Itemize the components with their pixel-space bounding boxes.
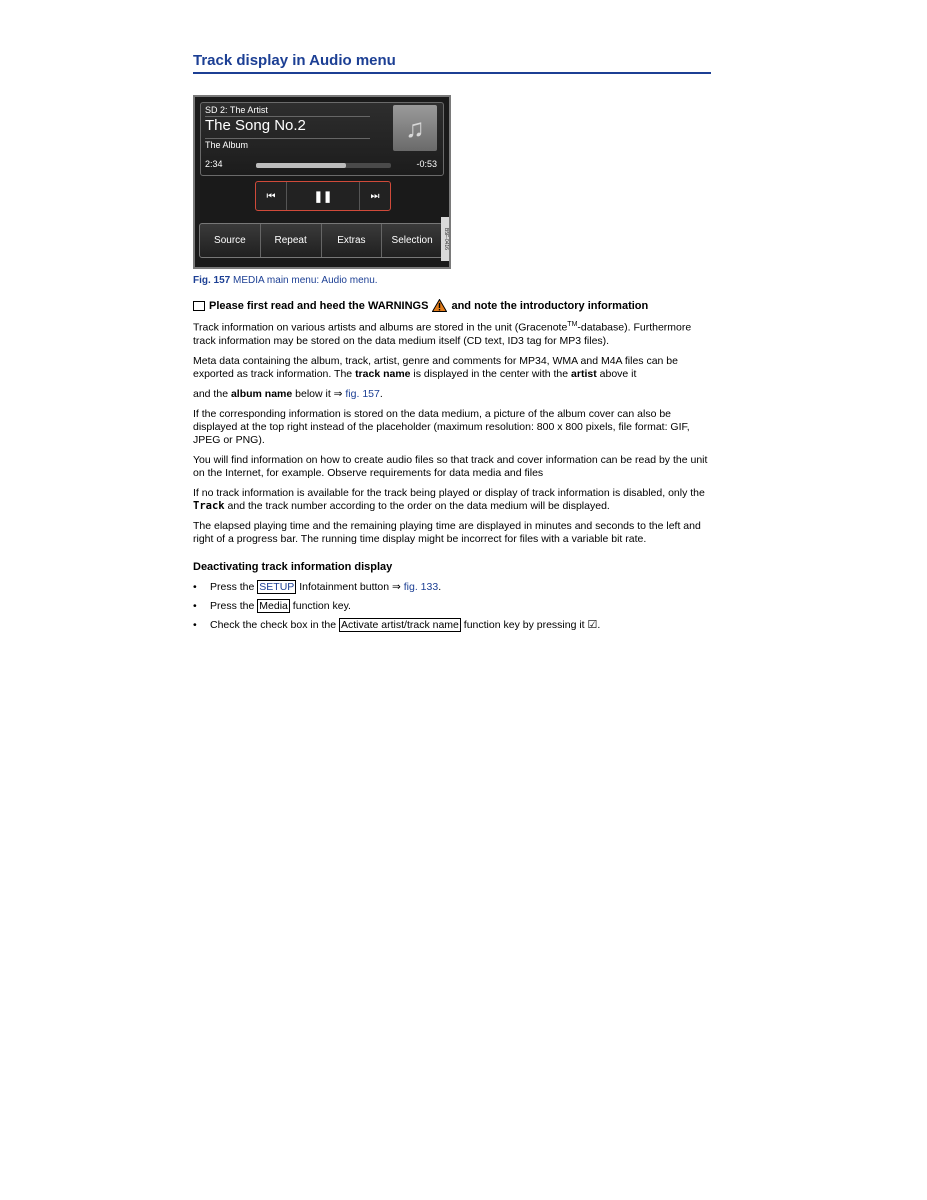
next-track-button[interactable]: ⏭ [370, 190, 380, 202]
notice-before: Please first read and heed the WARNINGS [209, 299, 429, 312]
list-item: • Press the Media function key. [193, 600, 711, 613]
divider [205, 138, 370, 139]
fig-157-link[interactable]: fig. 157 [345, 387, 380, 400]
figure-label: Fig. 157 [193, 275, 231, 286]
paragraph-5: You will find information on how to create audio files so that track and cover information can be read by the unit on the Internet, for example. Observe requirements for data media and files [193, 453, 708, 479]
media-key[interactable]: Media [259, 599, 288, 612]
song-title: The Song No.2 [205, 117, 306, 134]
warning-notice [193, 299, 711, 312]
paragraph-2: Meta data containing the album, track, artist, genre and comments for MP34, WMA and M4A files can be exported as track information. The track name is displayed in the center with the artist above it [193, 354, 678, 380]
paragraph-4: If the corresponding information is stored on the data medium, a picture of the album cover can also be displayed at the top right instead of the placeholder (maximum resolution: 800 x 800 pixels, file format: GIF, JPEG or PNG). [193, 407, 690, 446]
previous-track-button[interactable]: ⏮ [256, 182, 287, 210]
book-icon [193, 301, 205, 310]
step-list [193, 581, 711, 632]
album-label: The Album [205, 140, 249, 150]
now-playing-panel [200, 102, 444, 176]
notice-after: and note the introductory information [451, 299, 649, 312]
album-cover-placeholder [393, 105, 437, 151]
repeat-button[interactable]: Repeat [261, 224, 322, 257]
paragraph-3: and the album name below it ⇒ fig. 157. [193, 387, 383, 400]
extras-button[interactable]: Extras [322, 224, 383, 257]
progress-fill [256, 163, 346, 168]
music-note-icon: ♫ [405, 112, 425, 143]
pause-button[interactable]: ❚❚ [287, 182, 360, 210]
page-title: Track display in Audio menu [193, 52, 711, 74]
playback-controls [255, 181, 391, 211]
figure-text: MEDIA main menu: Audio menu. [233, 275, 378, 286]
function-keys [199, 223, 443, 258]
fig-133-link[interactable]: fig. 133 [403, 580, 439, 593]
checkbox-icon: ☑ [587, 618, 598, 631]
document-page [193, 52, 711, 638]
source-artist-label: SD 2: The Artist [205, 105, 268, 115]
list-item: • Press the SETUP Infotainment button ⇒ fig. 133. [193, 581, 711, 594]
paragraph-6: If no track information is available for the track being played or display of track information is disabled, only the Track and the track number according to the order on the data medium will be displayed. [193, 486, 705, 512]
selection-button[interactable]: Selection [391, 235, 433, 246]
list-item: • Check the check box in the Activate artist/track name function key by pressing it ☑. [193, 619, 711, 632]
media-screen-figure [193, 95, 451, 269]
progress-bar [256, 163, 391, 168]
image-code: B5F-0416 [441, 217, 449, 261]
source-button[interactable]: Source [200, 224, 261, 257]
warning-icon [432, 299, 447, 312]
remaining-time: -0:53 [416, 159, 437, 169]
elapsed-time: 2:34 [205, 159, 223, 169]
activate-artist-track-name-key[interactable]: Activate artist/track name [341, 618, 459, 631]
paragraph-1: Track information on various artists and albums are stored in the unit (Gracenote™-database). Furthermore track information may be stored on the data medium itself (CD text, ID3 tag for MP3 files). [193, 321, 692, 347]
figure-caption [193, 275, 711, 286]
section-heading: Deactivating track information display [193, 560, 393, 573]
setup-key[interactable]: SETUP [259, 580, 295, 593]
paragraph-7: The elapsed playing time and the remaining playing time are displayed in minutes and seconds to the left and right of a progress bar. The running time display might be incorrect for files with a variable bit rate. [193, 519, 701, 545]
